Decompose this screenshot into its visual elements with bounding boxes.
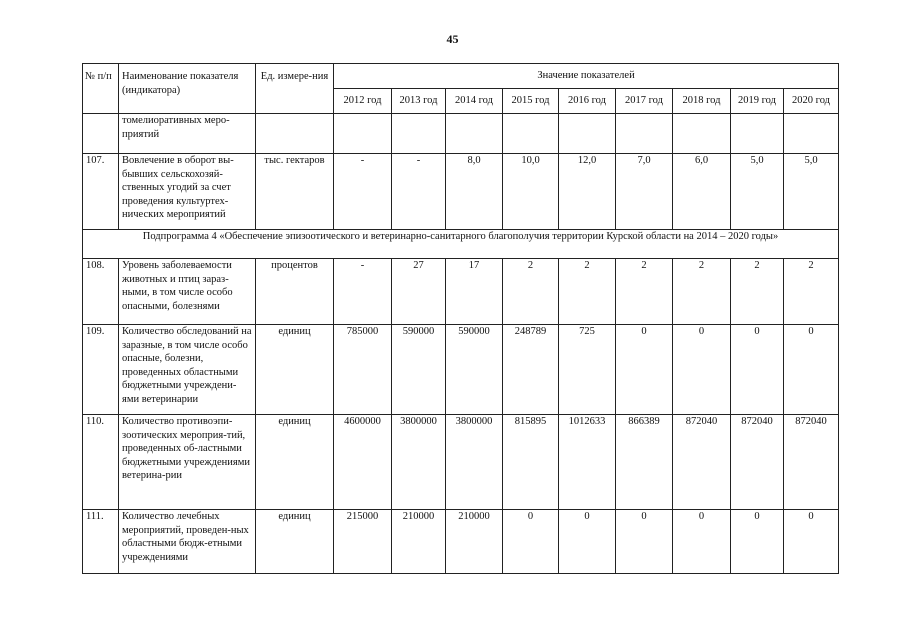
row-value: - [334,154,392,230]
row-name: Количество лечебных мероприятий, проведен-ных областными бюдж-етными учреждениями [119,510,256,574]
row-value: 0 [559,510,616,574]
section-title: Подпрограмма 4 «Обеспечение эпизоотического и ветеринарно-санитарного благополучия территории Курской области на 2014 – 2020 годы» [83,230,839,259]
row-value: 0 [616,510,673,574]
row-value [334,114,392,154]
header-unit: Ед. измере-ния [256,64,334,114]
row-value: 0 [731,510,784,574]
row-name: Количество обследований на заразные, в том числе особо опасные, болезни, проведенных областными бюджетными учреждени-ями ветеринарии [119,325,256,415]
row-value: 10,0 [503,154,559,230]
row-name: Уровень заболеваемости животных и птиц зараз-ными, в том числе особо опасными, болезнями [119,259,256,325]
row-value: 815895 [503,415,559,510]
row-value: 3800000 [392,415,446,510]
row-value: 27 [392,259,446,325]
page-number: 45 [446,32,459,46]
row-num: 107. [83,154,119,230]
row-value: 210000 [392,510,446,574]
row-value [503,114,559,154]
row-unit: тыс. гектаров [256,154,334,230]
row-value: 17 [446,259,503,325]
row-value: 2 [784,259,839,325]
row-value: 0 [731,325,784,415]
row-value [673,114,731,154]
row-value: 7,0 [616,154,673,230]
row-value: 590000 [392,325,446,415]
row-value: 872040 [673,415,731,510]
row-value: 2 [503,259,559,325]
row-value [392,114,446,154]
header-values: Значение показателей [334,64,839,89]
row-value: 5,0 [784,154,839,230]
row-value: 0 [673,510,731,574]
row-value: 872040 [731,415,784,510]
row-value: 4600000 [334,415,392,510]
header-year: 2020 год [784,89,839,114]
row-num: 109. [83,325,119,415]
row-unit: единиц [256,415,334,510]
row-value: 2 [616,259,673,325]
row-value: 2 [559,259,616,325]
row-value: 210000 [446,510,503,574]
row-num: 111. [83,510,119,574]
row-value: 248789 [503,325,559,415]
header-num: № п/п [83,64,119,114]
table-row [83,114,839,154]
row-value: 0 [784,510,839,574]
row-value: 785000 [334,325,392,415]
row-value: 725 [559,325,616,415]
row-value: 0 [616,325,673,415]
row-value [446,114,503,154]
row-value: 0 [503,510,559,574]
row-value [559,114,616,154]
row-num [83,114,119,154]
header-year: 2017 год [616,89,673,114]
row-name: Вовлечение в оборот вы-бывших сельскохозяй-ственных угодий за счет проведения культуртех-нических мероприятий [119,154,256,230]
row-num: 110. [83,415,119,510]
row-unit: процентов [256,259,334,325]
row-value [784,114,839,154]
row-value: 5,0 [731,154,784,230]
row-num: 108. [83,259,119,325]
header-name: Наименование показателя (индикатора) [119,64,256,114]
header-year: 2012 год [334,89,392,114]
row-value: 0 [673,325,731,415]
row-value: 2 [673,259,731,325]
header-year: 2013 год [392,89,446,114]
table-row [83,510,839,574]
row-value: 866389 [616,415,673,510]
header-year: 2019 год [731,89,784,114]
section-row [83,230,839,259]
row-unit [256,114,334,154]
row-name: Количество противоэпи-зоотических мероприя-тий, проведенных об-ластными бюджетными учреждениями ветерина-рии [119,415,256,510]
row-value: - [334,259,392,325]
row-value: 2 [731,259,784,325]
row-value: - [392,154,446,230]
row-unit: единиц [256,510,334,574]
row-value: 872040 [784,415,839,510]
row-value: 215000 [334,510,392,574]
row-value: 6,0 [673,154,731,230]
header-year: 2016 год [559,89,616,114]
row-value: 0 [784,325,839,415]
header-row [83,64,839,89]
table-row [83,325,839,415]
table-row [83,415,839,510]
row-name: томелиоративных меро-приятий [119,114,256,154]
row-value: 590000 [446,325,503,415]
row-value: 3800000 [446,415,503,510]
row-value: 8,0 [446,154,503,230]
indicators-table [82,63,839,574]
header-year: 2015 год [503,89,559,114]
header-year: 2018 год [673,89,731,114]
table-row [83,154,839,230]
row-value: 12,0 [559,154,616,230]
row-value: 1012633 [559,415,616,510]
row-unit: единиц [256,325,334,415]
header-year: 2014 год [446,89,503,114]
row-value [731,114,784,154]
table-row [83,259,839,325]
row-value [616,114,673,154]
